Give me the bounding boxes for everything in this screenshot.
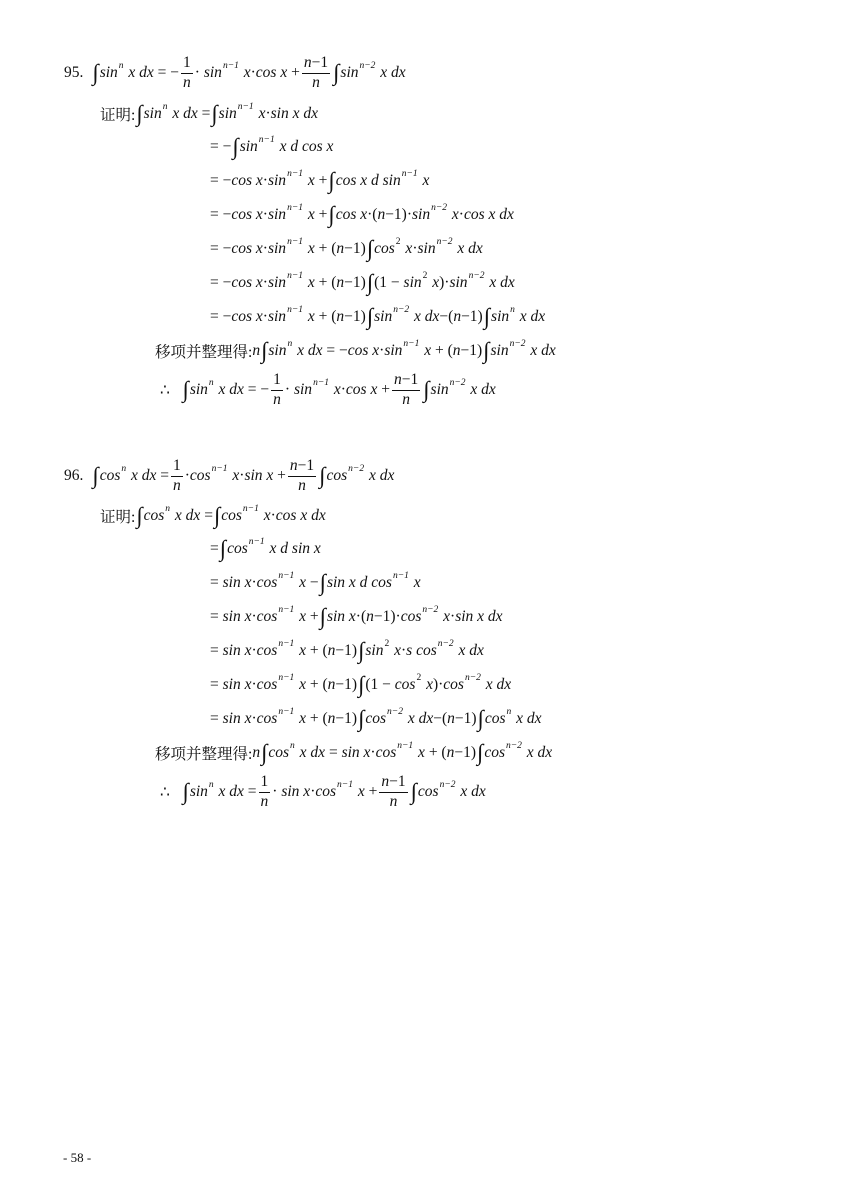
rearrange-label: 移项并整理得: — [155, 344, 253, 361]
conclusion-line: ∴ ∫ sin $^n$ x dx = $\frac{1}{n}$ · sin x · cos $^{n-1}$ x + $\frac{n-1}{n}$ ∫ cos $^{n-2}$ x dx — [160, 773, 486, 810]
proof-line-4: = − cos x · sin $^{n-1}$ x + ∫ cos x ·( n −1)· sin $^{n-2}$ x · cos x dx — [210, 201, 514, 227]
therefore-symbol: ∴ — [160, 381, 170, 399]
problem-number: 95. — [64, 64, 84, 81]
proof-line-1: 证明: ∫ cos $^n$ x dx = ∫ cos $^{n-1}$ x · cos x dx — [100, 502, 326, 528]
rearrange-label: 移项并整理得: — [155, 746, 253, 763]
proof-label: 证明: — [100, 107, 136, 124]
proof-line-3: = sin x · cos $^{n-1}$ x − ∫ sin x d cos $^{n-1}$ x — [210, 569, 421, 595]
proof-line-2: = − ∫ sin $^{n-1}$ x d cos x — [210, 133, 334, 159]
proof-line-4: = sin x · cos $^{n-1}$ x + ∫ sin x ·( n −1)· cos $^{n-2}$ x · sin x dx — [210, 603, 503, 629]
proof-line-5: = sin x · cos $^{n-1}$ x + ( n −1) ∫ sin $^2$ x · s cos $^{n-2}$ x dx — [210, 637, 484, 663]
proof-line-3: = − cos x · sin $^{n-1}$ x + ∫ cos x d sin $^{n-1}$ x — [210, 167, 430, 193]
proof-line-6: = sin x · cos $^{n-1}$ x + ( n −1) ∫ (1 − cos $^2$ x )· cos $^{n-2}$ x dx — [210, 671, 512, 697]
proof-label: 证明: — [100, 509, 136, 526]
proof-line-2: = ∫ cos $^{n-1}$ x d sin x — [210, 535, 321, 561]
problem-95-statement: 95. ∫ sin $^n$ x dx = − $\frac{1}{n}$ · sin $^{n-1}$ x · cos x + $\frac{n-1}{n}$ ∫ sin $^{n-2}$ x dx — [64, 54, 406, 91]
proof-line-5: = − cos x · sin $^{n-1}$ x + ( n −1) ∫ cos $^2$ x · sin $^{n-2}$ x dx — [210, 235, 483, 261]
rearranged-line: 移项并整理得: n ∫ sin $^n$ x dx = − cos x · sin $^{n-1}$ x + ( n −1) ∫ sin $^{n-2}$ x dx — [155, 337, 556, 363]
therefore-symbol: ∴ — [160, 783, 170, 801]
problem-number: 96. — [64, 467, 84, 484]
proof-line-6: = − cos x · sin $^{n-1}$ x + ( n −1) ∫ (1 − sin $^2$ x )· sin $^{n-2}$ x dx — [210, 269, 515, 295]
rearranged-line: 移项并整理得: n ∫ cos $^n$ x dx = sin x · cos $^{n-1}$ x + ( n −1) ∫ cos $^{n-2}$ x dx — [155, 739, 553, 765]
proof-line-7: = sin x · cos $^{n-1}$ x + ( n −1) ∫ cos $^{n-2}$ x dx −( n −1) ∫ cos $^n$ x dx — [210, 705, 542, 731]
page-number: - 58 - — [63, 1150, 92, 1165]
proof-line-1: 证明: ∫ sin $^n$ x dx = ∫ sin $^{n-1}$ x · sin x dx — [100, 100, 318, 126]
conclusion-line: ∴ ∫ sin $^n$ x dx = − $\frac{1}{n}$ · sin $^{n-1}$ x · cos x + $\frac{n-1}{n}$ ∫ sin $^{n-2}$ x dx — [160, 371, 496, 408]
proof-line-7: = − cos x · sin $^{n-1}$ x + ( n −1) ∫ sin $^{n-2}$ x dx −( n −1) ∫ sin $^n$ x dx — [210, 303, 546, 329]
problem-96-statement: 96. ∫ cos $^n$ x dx = $\frac{1}{n}$ · cos $^{n-1}$ x · sin x + $\frac{n-1}{n}$ ∫ cos $^{n-2}$ x dx — [64, 457, 395, 494]
